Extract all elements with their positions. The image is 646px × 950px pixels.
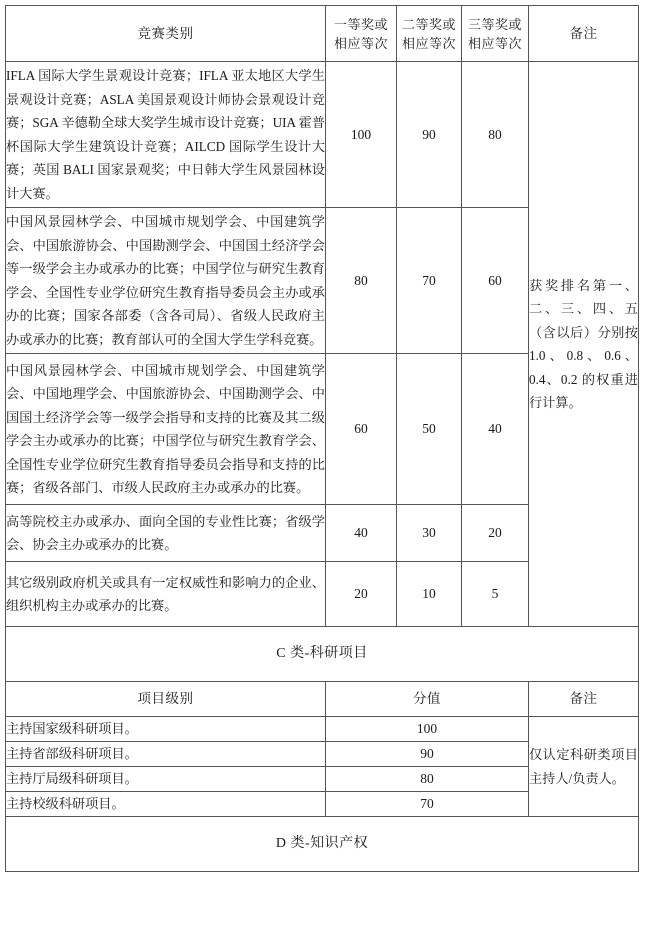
cell-prize-third: 80	[462, 62, 529, 208]
header-prize-third: 三等奖或相应等次	[462, 6, 529, 62]
cell-project-score: 100	[326, 717, 529, 742]
cell-project-level: 主持校级科研项目。	[6, 792, 326, 817]
cell-prize-first: 80	[326, 208, 397, 354]
cell-prize-second: 70	[397, 208, 462, 354]
cell-prize-second: 10	[397, 562, 462, 627]
cell-prize-third: 60	[462, 208, 529, 354]
header-prize-first: 一等奖或相应等次	[326, 6, 397, 62]
cell-project-level: 主持国家级科研项目。	[6, 717, 326, 742]
table-row	[6, 717, 639, 742]
section-d-band-row	[6, 817, 639, 872]
cell-prize-second: 90	[397, 62, 462, 208]
cell-project-level: 主持厅局级科研项目。	[6, 767, 326, 792]
header-project-remark: 备注	[529, 682, 639, 717]
cell-prize-first: 20	[326, 562, 397, 627]
cell-category: 中国风景园林学会、中国城市规划学会、中国建筑学会、中国地理学会、中国旅游协会、中国勘测学会、中国国土经济学会等一级学会指导和支持的比赛及其二级学会主办或承办的比赛；中国学位与研究生教育学会、全国性专业学位研究生教育指导委员会指导和支持的比赛；省级各部门、市级人民政府主办或承办的比赛。	[6, 354, 326, 505]
cell-prize-third: 20	[462, 505, 529, 562]
cell-prize-first: 40	[326, 505, 397, 562]
cell-prize-third: 40	[462, 354, 529, 505]
cell-prize-second: 30	[397, 505, 462, 562]
section-c-title: C 类-科研项目	[6, 627, 639, 682]
cell-prize-first: 60	[326, 354, 397, 505]
cell-project-score: 90	[326, 742, 529, 767]
section-c-band-row	[6, 627, 639, 682]
section-c-header-row	[6, 682, 639, 717]
scoring-table	[5, 5, 639, 872]
cell-remark-section-c: 仅认定科研类项目主持人/负责人。	[529, 717, 639, 817]
cell-prize-second: 50	[397, 354, 462, 505]
cell-project-score: 70	[326, 792, 529, 817]
cell-prize-first: 100	[326, 62, 397, 208]
cell-category: 高等院校主办或承办、面向全国的专业性比赛；省级学会、协会主办或承办的比赛。	[6, 505, 326, 562]
header-remark: 备注	[529, 6, 639, 62]
header-project-score: 分值	[326, 682, 529, 717]
cell-project-level: 主持省部级科研项目。	[6, 742, 326, 767]
cell-project-score: 80	[326, 767, 529, 792]
header-category: 竞赛类别	[6, 6, 326, 62]
cell-remark-competition: 获奖排名第一、二、三、四、五（含以后）分别按 1.0、0.8、0.6、0.4、0.2 的权重进行计算。	[529, 62, 639, 627]
cell-prize-third: 5	[462, 562, 529, 627]
section-d-title: D 类-知识产权	[6, 817, 639, 872]
table-row	[6, 62, 639, 208]
header-prize-second: 二等奖或相应等次	[397, 6, 462, 62]
table-header-row	[6, 6, 639, 62]
cell-category: 其它级别政府机关或具有一定权威性和影响力的企业、组织机构主办或承办的比赛。	[6, 562, 326, 627]
cell-category: IFLA 国际大学生景观设计竞赛；IFLA 亚太地区大学生景观设计竞赛；ASLA 美国景观设计师协会景观设计竞赛；SGA 辛德勒全球大奖学生城市设计竞赛；UIA 霍普杯国际大学生建筑设计竞赛；AILCD 国际学生设计大赛；英国 BALI 国家景观奖；中日韩大学生风景园林设计大赛。	[6, 62, 326, 208]
header-project-level: 项目级别	[6, 682, 326, 717]
cell-category: 中国风景园林学会、中国城市规划学会、中国建筑学会、中国旅游协会、中国勘测学会、中国国土经济学会等一级学会主办或承办的比赛；中国学位与研究生教育学会、全国性专业学位研究生教育指导委员会主办或承办的比赛；国家各部委（含各司局）、省级人民政府主办或承办的比赛；教育部认可的全国大学生学科竞赛。	[6, 208, 326, 354]
